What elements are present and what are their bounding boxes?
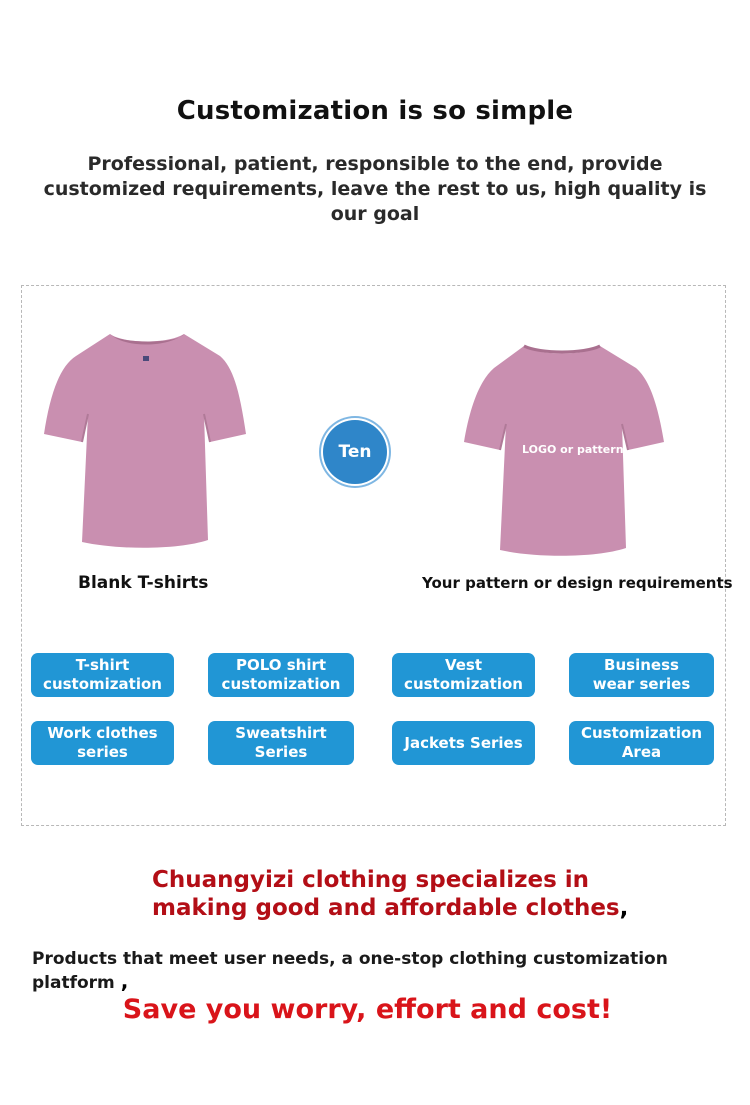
page-subtitle: Professional, patient, responsible to the end, provide customized requirements, leave the rest to us, high quality is our goal [43, 153, 707, 225]
category-label-line1: T-shirt [75, 656, 130, 674]
tagline-line2: making good and affordable clothes [152, 895, 620, 921]
category-label-line2: customization [43, 675, 162, 693]
category-label-line2: Area [621, 743, 662, 761]
category-jackets[interactable] [392, 721, 535, 765]
tagline [152, 866, 628, 922]
category-label-line2: series [77, 743, 128, 761]
number-badge: Ten [323, 420, 387, 484]
products-comma: , [120, 969, 129, 993]
category-business-wear[interactable] [569, 653, 714, 697]
logo-placeholder-text: LOGO or pattern [522, 443, 624, 456]
category-label-line2: customization [221, 675, 341, 693]
category-label-line1: Vest [444, 656, 483, 674]
category-label-line1: Business [604, 656, 679, 674]
slogan: Save you worry, effort and cost! [122, 994, 613, 1025]
category-label-line1: Customization [580, 724, 702, 742]
category-work-clothes[interactable] [31, 721, 174, 765]
category-polo-customization[interactable] [208, 653, 354, 697]
tagline-line1: Chuangyizi clothing specializes in [152, 867, 590, 893]
category-vest-customization[interactable] [392, 653, 535, 697]
products-statement [32, 949, 750, 993]
page-title: Customization is so simple [176, 96, 574, 126]
category-sweatshirt[interactable] [208, 721, 354, 765]
category-customization-area[interactable] [569, 721, 714, 765]
category-label-line2: wear series [592, 675, 691, 693]
category-label-line1: Jackets Series [404, 733, 523, 752]
category-label-line1: Sweatshirt [235, 724, 327, 742]
custom-tshirt-label: Your pattern or design requirements [422, 574, 733, 592]
tagline-comma: , [619, 895, 629, 921]
products-text: Products that meet user needs, a one-stop clothing customization platform [32, 949, 668, 993]
category-label-line1: Work clothes [47, 724, 158, 742]
blank-tshirt-label: Blank T-shirts [78, 573, 209, 593]
category-label-line2: customization [404, 675, 523, 693]
category-label-line2: Series [254, 743, 308, 761]
blank-tshirt-image [38, 316, 253, 554]
category-label-line1: POLO shirt [235, 656, 327, 674]
category-tshirt-customization[interactable] [31, 653, 174, 697]
